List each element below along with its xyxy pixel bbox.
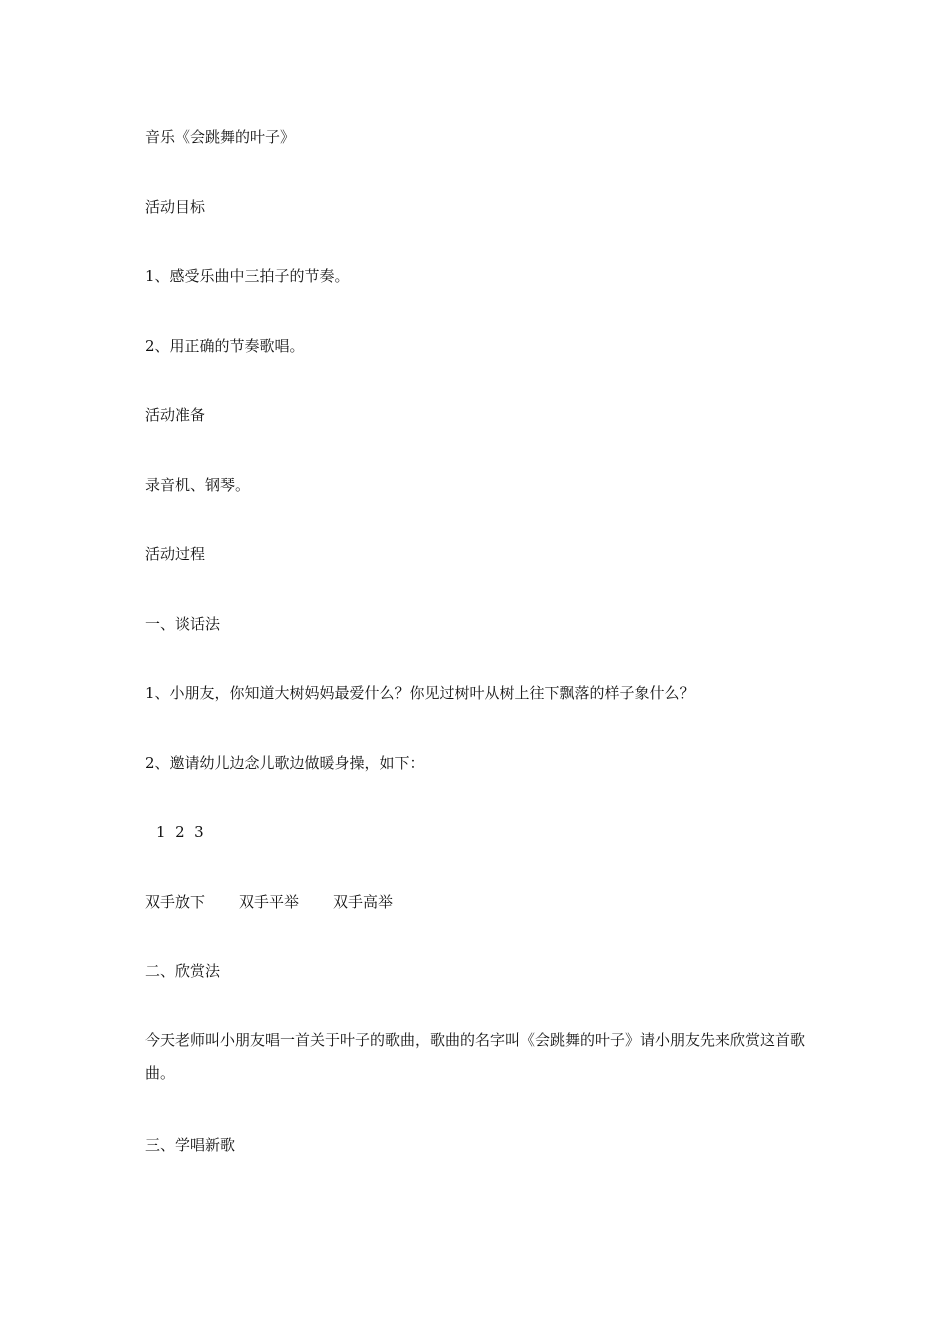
document-title: 音乐《会跳舞的叶子》 bbox=[145, 128, 296, 146]
action-hands-up: 双手高举 bbox=[333, 893, 394, 911]
action-hands-level: 双手平举 bbox=[239, 893, 300, 911]
appreciate-paragraph: 今天老师叫小朋友唱一首关于叶子的歌曲，歌曲的名字叫《会跳舞的叶子》请小朋友先来欣赏这首歌曲。 bbox=[145, 1031, 806, 1082]
section-talk: 一、谈话法 bbox=[145, 615, 221, 633]
prep-text: 录音机、钢琴。 bbox=[145, 476, 251, 494]
beat-counts: 1 2 3 bbox=[156, 823, 204, 841]
heading-process: 活动过程 bbox=[145, 545, 206, 563]
goal-item-1: 1、感受乐曲中三拍子的节奏。 bbox=[145, 267, 350, 285]
heading-prep: 活动准备 bbox=[145, 406, 206, 424]
heading-goals: 活动目标 bbox=[145, 198, 206, 216]
step-item-2: 2、邀请幼儿边念儿歌边做暖身操，如下： bbox=[145, 754, 425, 772]
action-hands-down: 双手放下 bbox=[145, 893, 206, 911]
section-learn-song: 三、学唱新歌 bbox=[145, 1136, 236, 1154]
goal-item-2: 2、用正确的节奏歌唱。 bbox=[145, 337, 305, 355]
step-item-1: 1、小朋友，你知道大树妈妈最爱什么？你见过树叶从树上往下飘落的样子象什么？ bbox=[145, 684, 695, 702]
actions-row bbox=[145, 892, 393, 912]
section-appreciate: 二、欣赏法 bbox=[145, 962, 221, 980]
